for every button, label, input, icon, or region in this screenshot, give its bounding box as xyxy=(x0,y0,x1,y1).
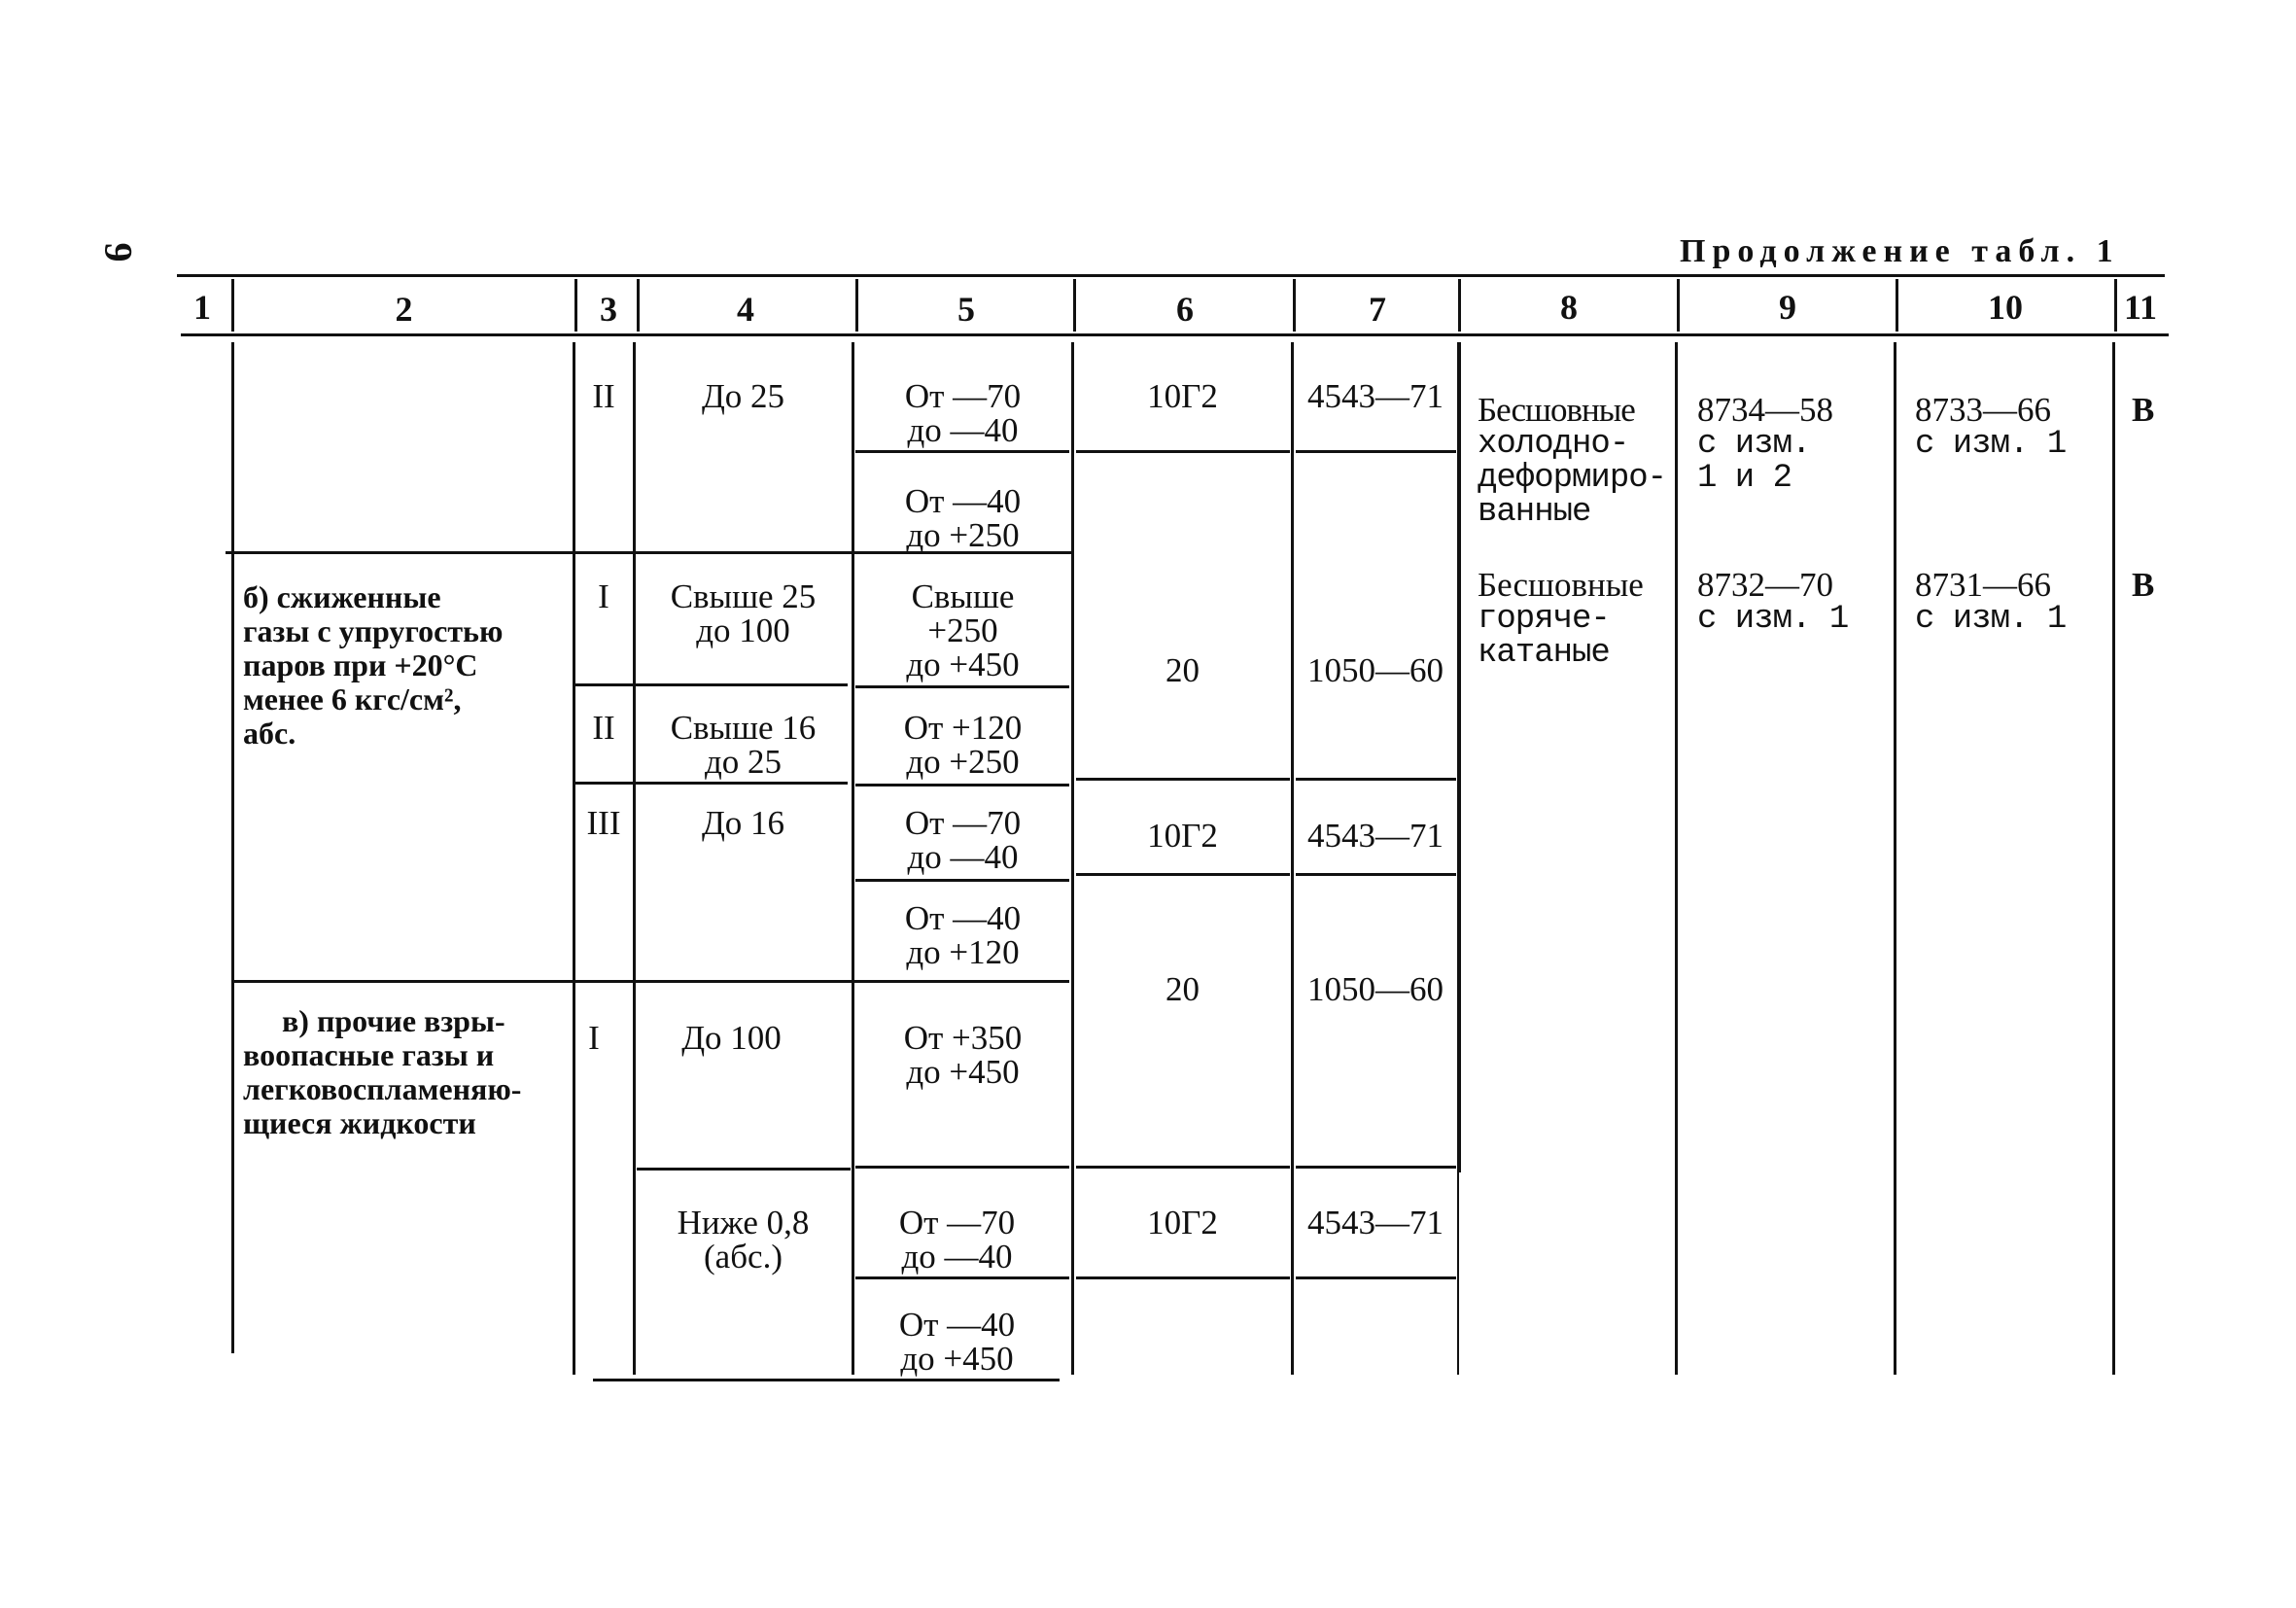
header-bottom-rule xyxy=(181,333,2169,336)
col-header-4: 4 xyxy=(737,290,754,329)
row5-temp-line2: до +450 xyxy=(906,1053,1020,1091)
pipe2-type-line2: горяче- xyxy=(1478,601,1610,638)
gas-c-line3: легковоспламеняю- xyxy=(243,1071,522,1106)
col-header-2: 2 xyxy=(395,290,413,329)
row4-temp-b-line2: до +120 xyxy=(906,933,1020,971)
pipe1-type-line1: Бесшовные xyxy=(1478,391,1635,429)
pipe2-type-line3: катаные xyxy=(1478,635,1610,672)
row2-steel: 20 xyxy=(1165,651,1200,689)
hdr-vrule xyxy=(231,279,234,332)
gas-b-line1: б) сжиженные xyxy=(243,579,441,614)
row4-steel-a: 10Г2 xyxy=(1147,817,1218,855)
row1-temp-b-line2: до +250 xyxy=(906,516,1020,554)
pipe2-type-line1: Бесшовные xyxy=(1478,566,1644,604)
row4-gost-b: 1050—60 xyxy=(1307,970,1444,1008)
gas-c-line1: в) прочие взры- xyxy=(282,1003,505,1038)
rule-row3-temp xyxy=(855,784,1069,787)
pipe1-gost10-line1: 8733—66 xyxy=(1915,391,2051,429)
rule-row4-temp xyxy=(855,879,1069,882)
rule-row6-split-5 xyxy=(855,1276,1069,1279)
rule-steel-mid-7 xyxy=(1296,778,1456,781)
rule-row2-temp xyxy=(855,685,1069,688)
rule-row6-split-6 xyxy=(1076,1276,1290,1279)
rule-row5-bottom-5 xyxy=(855,1166,1069,1169)
rule-row6-split-7 xyxy=(1296,1276,1456,1279)
pipe1-type-line4: ванные xyxy=(1478,494,1591,531)
page-number: 9 xyxy=(96,242,141,262)
row4-category: III xyxy=(586,804,621,842)
pipe1-gost9-line1: 8734—58 xyxy=(1697,391,1833,429)
table-caption: Продолжение табл. 1 xyxy=(1680,233,2120,269)
row6-pressure-line2: (абс.) xyxy=(704,1238,783,1276)
hdr-vrule xyxy=(1073,279,1076,332)
rule-gas-c-top xyxy=(231,980,1069,983)
pipe1-group: В xyxy=(2132,391,2155,429)
rule-row5-bottom-4 xyxy=(637,1168,851,1171)
row1-temp-b-line1: От —40 xyxy=(904,482,1022,520)
col-header-7: 7 xyxy=(1369,290,1386,329)
row4-temp-a-line2: до —40 xyxy=(907,838,1019,876)
pipe2-gost10-line2: с изм. 1 xyxy=(1915,601,2067,638)
row3-pressure-line2: до 25 xyxy=(704,743,783,781)
hdr-vrule xyxy=(2114,279,2117,332)
row2-pressure-line2: до 100 xyxy=(696,612,790,649)
pipe2-gost10-line1: 8731—66 xyxy=(1915,566,2051,604)
row1-pressure: До 25 xyxy=(701,377,785,415)
rule-table-bottom xyxy=(593,1379,1060,1381)
row2-pressure-line1: Свыше 25 xyxy=(670,577,817,615)
gas-b-line2: газы с упругостью xyxy=(243,613,504,648)
rule-row1-split-5 xyxy=(855,450,1069,453)
rule-row2-sub xyxy=(575,683,848,686)
hdr-vrule xyxy=(1293,279,1296,332)
row6-temp-a-line2: до —40 xyxy=(901,1238,1013,1276)
row6-pressure-line1: Ниже 0,8 xyxy=(677,1204,810,1241)
body-vrule-col9-left xyxy=(1675,342,1678,1375)
rule-row1-split-7 xyxy=(1296,450,1456,453)
row1-category: II xyxy=(592,377,615,415)
rule-row5-bottom-6 xyxy=(1076,1166,1290,1169)
row2-temp-line2: +250 xyxy=(927,612,998,649)
gas-b-line5: абс. xyxy=(243,716,296,751)
row5-category: I xyxy=(588,1019,600,1057)
pipe1-gost10-line2: с изм. 1 xyxy=(1915,426,2067,463)
gas-b-line3: паров при +20°С xyxy=(243,647,478,682)
hdr-vrule xyxy=(1677,279,1680,332)
row6-temp-b-line1: От —40 xyxy=(898,1306,1016,1344)
pipe1-type-line2: холодно- xyxy=(1478,426,1629,463)
hdr-vrule xyxy=(574,279,577,332)
pipe2-gost9-line2: с изм. 1 xyxy=(1697,601,1849,638)
col-header-11: 11 xyxy=(2123,288,2157,327)
pipe2-gost9-line1: 8732—70 xyxy=(1697,566,1833,604)
row6-temp-a-line1: От —70 xyxy=(898,1204,1016,1241)
row2-temp-line3: до +450 xyxy=(906,646,1020,683)
col-header-6: 6 xyxy=(1176,290,1194,329)
rule-row4-6 xyxy=(1076,873,1290,876)
pipe1-gost9-line3: 1 и 2 xyxy=(1697,460,1792,497)
row1-temp-a-line2: до —40 xyxy=(907,411,1019,449)
col-header-5: 5 xyxy=(957,290,975,329)
row4-gost-a: 4543—71 xyxy=(1307,817,1444,855)
rule-row1-split-6 xyxy=(1076,450,1290,453)
body-vrule-col8-left xyxy=(1457,342,1461,1172)
hdr-vrule xyxy=(855,279,858,332)
row3-temp-line1: От +120 xyxy=(903,709,1023,747)
row3-category: II xyxy=(592,709,615,747)
row4-pressure: До 16 xyxy=(701,804,785,842)
row2-category: I xyxy=(598,577,609,615)
row5-temp-line1: От +350 xyxy=(903,1019,1023,1057)
body-vrule-col10-left xyxy=(1894,342,1896,1375)
col-header-8: 8 xyxy=(1560,288,1578,327)
row1-temp-a-line1: От —70 xyxy=(904,377,1022,415)
gas-c-line2: воопасные газы и xyxy=(243,1037,495,1072)
row6-temp-b-line2: до +450 xyxy=(900,1340,1014,1378)
hdr-vrule xyxy=(1458,279,1461,332)
row3-pressure-line1: Свыше 16 xyxy=(670,709,817,747)
hdr-vrule xyxy=(1896,279,1898,332)
row1-gost: 4543—71 xyxy=(1307,377,1444,415)
row4-steel-b: 20 xyxy=(1165,970,1200,1008)
body-vrule-col11-left xyxy=(2112,342,2115,1375)
row6-steel: 10Г2 xyxy=(1147,1204,1218,1241)
gas-b-line4: менее 6 кгс/см², xyxy=(243,682,462,717)
body-vrule-col8-left-lower xyxy=(1457,1172,1459,1375)
gas-c-line4: щиеся жидкости xyxy=(243,1105,476,1140)
row1-steel: 10Г2 xyxy=(1147,377,1218,415)
pipe1-type-line3: деформиро- xyxy=(1478,460,1667,497)
row3-temp-line2: до +250 xyxy=(906,743,1020,781)
col-header-10: 10 xyxy=(1988,288,2023,327)
pipe1-gost9-line2: с изм. xyxy=(1697,426,1811,463)
row2-gost: 1050—60 xyxy=(1307,651,1444,689)
col-header-3: 3 xyxy=(600,290,617,329)
rule-row4-7 xyxy=(1296,873,1456,876)
row4-temp-a-line1: От —70 xyxy=(904,804,1022,842)
row5-pressure: До 100 xyxy=(681,1019,782,1057)
row2-temp-line1: Свыше xyxy=(911,577,1015,615)
body-vrule-col3-left xyxy=(573,342,575,1375)
row4-temp-b-line1: От —40 xyxy=(904,899,1022,937)
rule-row3-sub xyxy=(575,782,848,785)
col-header-9: 9 xyxy=(1779,288,1796,327)
hdr-vrule xyxy=(637,279,640,332)
header-top-rule xyxy=(177,274,2165,277)
col-header-1: 1 xyxy=(193,288,211,327)
pipe2-group: В xyxy=(2132,566,2155,604)
rule-row5-bottom-7 xyxy=(1296,1166,1456,1169)
body-vrule-col2-left xyxy=(231,342,234,1353)
row6-gost: 4543—71 xyxy=(1307,1204,1444,1241)
rule-steel-mid-6 xyxy=(1076,778,1290,781)
